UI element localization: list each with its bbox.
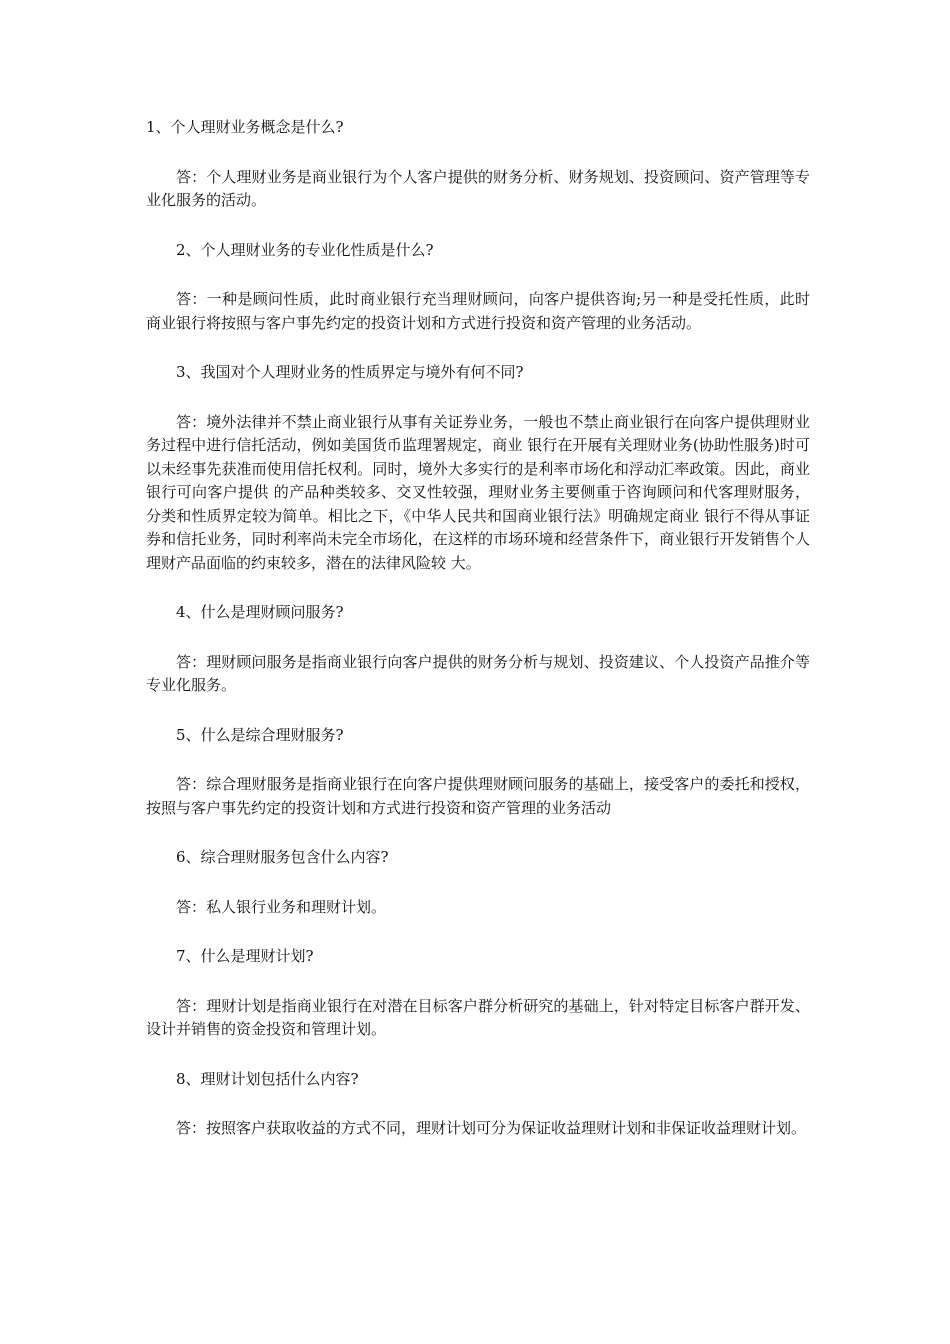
document-page: [146, 116, 810, 1167]
answer-1: 答：个人理财业务是商业银行为个人客户提供的财务分析、财务规划、投资顾问、资产管理等专业化服务的活动。: [146, 167, 810, 209]
answer-4: 答：理财顾问服务是指商业银行向客户提供的财务分析与规划、投资建议、个人投资产品推介等专业化服务。: [146, 652, 810, 694]
answer-6: 答：私人银行业务和理财计划。: [176, 897, 387, 916]
answer-3: 答：境外法律并不禁止商业银行从事有关证券业务，一般也不禁止商业银行在向客户提供理财业务过程中进行信托活动，例如美国货币监理署规定，商业 银行在开展有关理财业务(协助性服务)时可以未经事先获准而使用信托权利。同时，境外大多实行的是利率市场化和浮动汇率政策。因此，商业银行可向客户提供 的产品种类较多、交叉性较强，理财业务主要侧重于咨询顾问和代客理财服务，分类和性质界定较为简单。相比之下，《中华人民共和国商业银行法》明确规定商业 银行不得从事证券和信托业务，同时利率尚未完全市场化，在这样的市场环境和经营条件下，商业银行开发销售个人理财产品面临的约束较多，潜在的法律风险较 大。: [146, 412, 810, 572]
question-2: 2、个人理财业务的专业化性质是什么?: [176, 240, 434, 259]
question-7: 7、什么是理财计划?: [176, 947, 314, 965]
question-6: 6、综合理财服务包含什么内容?: [176, 848, 389, 866]
question-5: 5、什么是综合理财服务?: [176, 725, 344, 744]
question-1: 1、个人理财业务概念是什么?: [146, 118, 344, 136]
question-3: 3、我国对个人理财业务的性质界定与境外有何不同?: [176, 363, 524, 381]
answer-2: 答：一种是顾问性质，此时商业银行充当理财顾问，向客户提供咨询;另一种是受托性质，此时商业银行将按照与客户事先约定的投资计划和方式进行投资和资产管理的业务活动。: [146, 290, 810, 332]
question-8: 8、理财计划包括什么内容?: [176, 1069, 359, 1088]
question-4: 4、什么是理财顾问服务?: [176, 603, 344, 621]
answer-5: 答：综合理财服务是指商业银行在向客户提供理财顾问服务的基础上，接受客户的委托和授权，按照与客户事先约定的投资计划和方式进行投资和资产管理的业务活动: [146, 775, 810, 817]
answer-7: 答：理财计划是指商业银行在对潜在目标客户群分析研究的基础上，针对特定目标客户群开发、设计并销售的资金投资和管理计划。: [146, 996, 810, 1038]
answer-8: 答：按照客户获取收益的方式不同，理财计划可分为保证收益理财计划和非保证收益理财计划。: [176, 1119, 807, 1137]
